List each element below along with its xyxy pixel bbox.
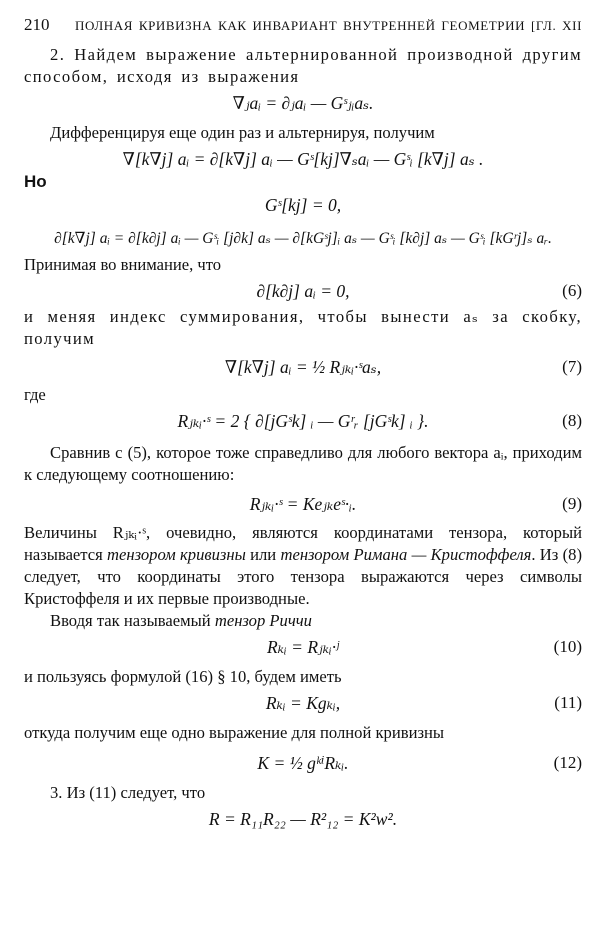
equation-last <box>24 804 582 834</box>
equation-6 <box>24 276 582 306</box>
paragraph-9: откуда получим еще одно выражение для полной кривизны <box>24 723 445 742</box>
equation-7-tag: (7) <box>562 357 582 376</box>
where-label: где <box>24 385 46 404</box>
paragraph-3: Принимая во внимание, что <box>24 255 222 274</box>
equation-12-tag: (12) <box>553 753 582 772</box>
equation-b-expr: ∇[k∇j] aᵢ = ∂[k∇j] aᵢ — Gˢ[kj]∇ₛaᵢ — Gˢᵢ [k∇j] aₛ . <box>122 149 484 169</box>
equation-9-expr: Rⱼₖᵢ·ˢ = Keⱼₖeˢ·ᵢ. <box>249 494 357 514</box>
equation-11-tag: (11) <box>554 693 582 712</box>
equation-a-expr: ∇ⱼaᵢ = ∂ⱼaᵢ — Gˢⱼᵢaₛ. <box>232 93 374 113</box>
paragraph-7-before: Вводя так называемый <box>50 611 215 630</box>
term-riemann-christoffel: тензором Римана — Кристоффеля <box>280 545 532 564</box>
equation-10 <box>24 632 582 662</box>
equation-8-tag: (8) <box>562 411 582 430</box>
running-title: ПОЛНАЯ КРИВИЗНА КАК ИНВАРИАНТ ВНУТРЕННЕЙ ГЕОМЕТРИИ [ГЛ. XII <box>74 18 582 33</box>
page-header <box>24 14 582 38</box>
equation-c-expr: Gˢ[kj] = 0, <box>264 195 342 215</box>
but-line <box>24 174 582 190</box>
equation-7 <box>24 350 582 384</box>
equation-c <box>24 190 582 220</box>
equation-7-expr: ∇[k∇j] aᵢ = ½ Rⱼₖᵢ·ˢaₛ, <box>224 357 382 377</box>
but-label: Но <box>24 172 47 191</box>
paragraph-10: 3. Из (11) следует, что <box>50 783 206 802</box>
paragraph-6-after: . Из (8) следует, что координаты этого тензора выражаются через символы Кристоффеля и их первые производные. <box>24 545 582 608</box>
paragraph-1: 2. Найдем выражение альтернированной производной другим способом, исходя из выражения <box>24 45 582 86</box>
equation-11-expr: Rₖᵢ = Kgₖᵢ, <box>265 693 341 713</box>
paragraph-4: и меняя индекс суммирования, чтобы вынести aₛ за скобку, получим <box>24 307 582 348</box>
paragraph-6-before: Величины Rⱼₖᵢ·ˢ, очевидно, являются координатами тензора, который называется <box>24 523 582 564</box>
paragraph-2: Дифференцируя еще один раз и альтернируя, получим <box>50 123 435 142</box>
equation-d <box>24 224 582 254</box>
term-ricci-tensor: тензор Риччи <box>214 611 312 630</box>
paragraph-8: и пользуясь формулой (16) § 10, будем иметь <box>24 667 342 686</box>
equation-8-expr: Rⱼₖᵢ·ˢ = 2 { ∂[jGˢk] ᵢ — Gʳᵣ [jGˢk] ᵢ }. <box>177 411 429 431</box>
equation-11 <box>24 688 582 718</box>
page <box>24 14 582 834</box>
equation-d-expr: ∂[k∇j] aᵢ = ∂[k∂j] aᵢ — Gˢᵢ [j∂k] aₛ — ∂[kGˢj]ᵢ aₛ — Gˢᵢ [k∂j] aₛ — Gˢᵢ [kGʳj]ₛ aᵣ. <box>54 230 552 247</box>
equation-9 <box>24 486 582 522</box>
page-number: 210 <box>24 15 50 34</box>
paragraph-7 <box>24 610 582 632</box>
equation-6-expr: ∂[k∂j] aᵢ = 0, <box>256 281 350 301</box>
equation-12-expr: K = ½ gᵏⁱRₖᵢ. <box>257 753 349 773</box>
equation-10-expr: Rₖᵢ = Rⱼₖᵢ·ʲ <box>266 637 340 657</box>
equation-last-expr: R = R₁₁R₂₂ — R²₁₂ = K²w². <box>208 809 398 829</box>
term-curvature-tensor: тензором кривизны <box>107 545 246 564</box>
paragraph-6 <box>24 522 582 610</box>
equation-a <box>24 88 582 118</box>
paragraph-5: Сравнив с (5), которое тоже справедливо для любого вектора aᵢ, приходим к следующему соотношению: <box>24 443 582 484</box>
equation-12 <box>24 744 582 782</box>
equation-9-tag: (9) <box>562 494 582 513</box>
equation-8 <box>24 406 582 436</box>
equation-b <box>24 144 582 174</box>
paragraph-6-mid: или <box>245 545 281 564</box>
equation-10-tag: (10) <box>553 637 582 656</box>
equation-6-tag: (6) <box>562 281 582 300</box>
